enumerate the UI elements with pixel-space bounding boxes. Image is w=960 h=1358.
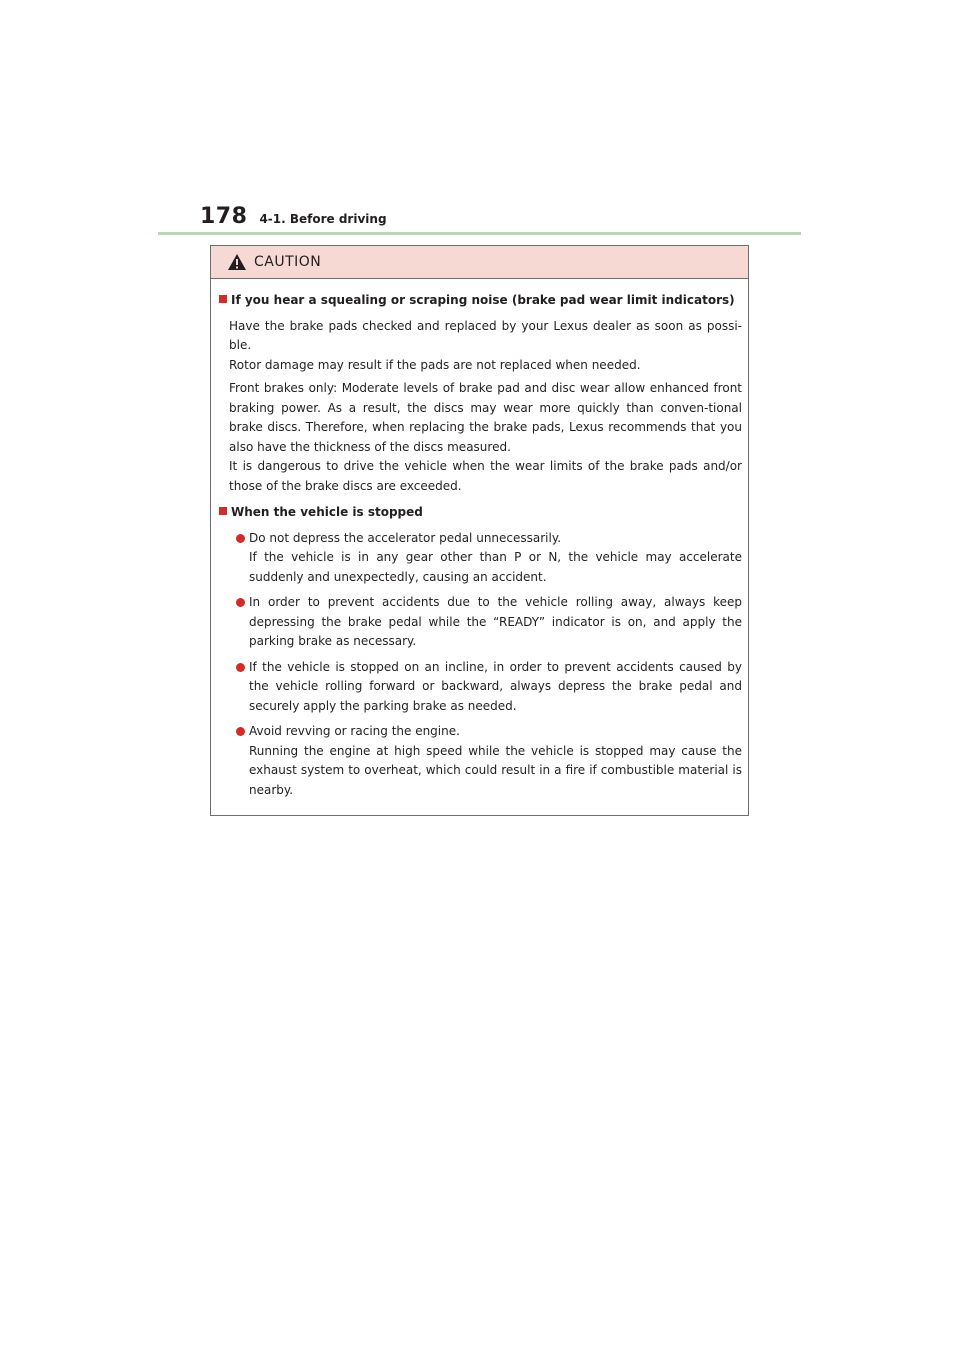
page-number: 178 <box>200 204 248 229</box>
caution-label: CAUTION <box>254 254 322 270</box>
bullet-text-4b: Running the engine at high speed while the vehicle is stopped may cause the exhaust system to overheat, which could result in a fire if combustible material is nearby. <box>249 743 742 797</box>
section-heading-vehicle-stopped <box>219 503 742 523</box>
bullet-text <box>249 722 742 800</box>
bullet-item <box>236 529 742 588</box>
caution-box <box>210 245 749 816</box>
bullet-item <box>236 593 742 652</box>
paragraph <box>229 317 742 376</box>
paragraph-text-1a: Have the brake pads checked and replaced by your Lexus dealer as soon as possi-ble. <box>229 318 742 352</box>
bullet-text-1a: Do not depress the accelerator pedal unnecessarily. <box>249 530 562 545</box>
red-bullet-icon <box>236 598 245 607</box>
bullet-text-4a: Avoid revving or racing the engine. <box>249 724 460 738</box>
bullet-text: In order to prevent accidents due to the vehicle rolling away, always keep depressing the brake pedal while the “READY” indicator is on, and apply the parking brake as necessary. <box>249 595 742 648</box>
bullet-text <box>249 529 742 588</box>
red-bullet-icon <box>236 727 245 736</box>
section-title: 4-1. Before driving <box>259 212 387 226</box>
page-header <box>200 204 387 229</box>
section-heading-text: When the vehicle is stopped <box>231 505 423 519</box>
warning-triangle-icon <box>227 253 247 271</box>
red-square-icon <box>219 507 227 515</box>
red-bullet-icon <box>236 663 245 672</box>
bullet-item <box>236 658 742 717</box>
bullet-text: If the vehicle is stopped on an incline, in order to prevent accidents caused by the vehicle rolling forward or backward, always depress the brake pedal and securely apply the parking brake as needed. <box>249 659 742 713</box>
caution-header <box>211 246 748 279</box>
paragraph-text-1b: Rotor damage may result if the pads are not replaced when needed. <box>229 357 641 372</box>
header-rule <box>158 232 801 235</box>
section-heading-brake-pad <box>219 291 742 311</box>
red-bullet-icon <box>236 534 245 543</box>
bullet-text-1b: If the vehicle is in any gear other than P or N, the vehicle may accelerate suddenly and unexpectedly, causing an accident. <box>249 550 742 584</box>
section-heading-text: If you hear a squealing or scraping noise (brake pad wear limit indicators) <box>231 293 735 307</box>
caution-body <box>211 279 748 800</box>
bullet-item <box>236 722 742 800</box>
paragraph <box>229 379 742 496</box>
red-square-icon <box>219 295 227 303</box>
paragraph-text-2b: It is dangerous to drive the vehicle when the wear limits of the brake pads and/or those of the brake discs are exceeded. <box>229 459 742 493</box>
paragraph-text-2a: Front brakes only: Moderate levels of brake pad and disc wear allow enhanced front braking power. As a result, the discs may wear more quickly than conven-tional brake discs. Therefore, when replacing the brake pads, Lexus recommends that you also have the thickness of the discs measured. <box>229 381 742 454</box>
